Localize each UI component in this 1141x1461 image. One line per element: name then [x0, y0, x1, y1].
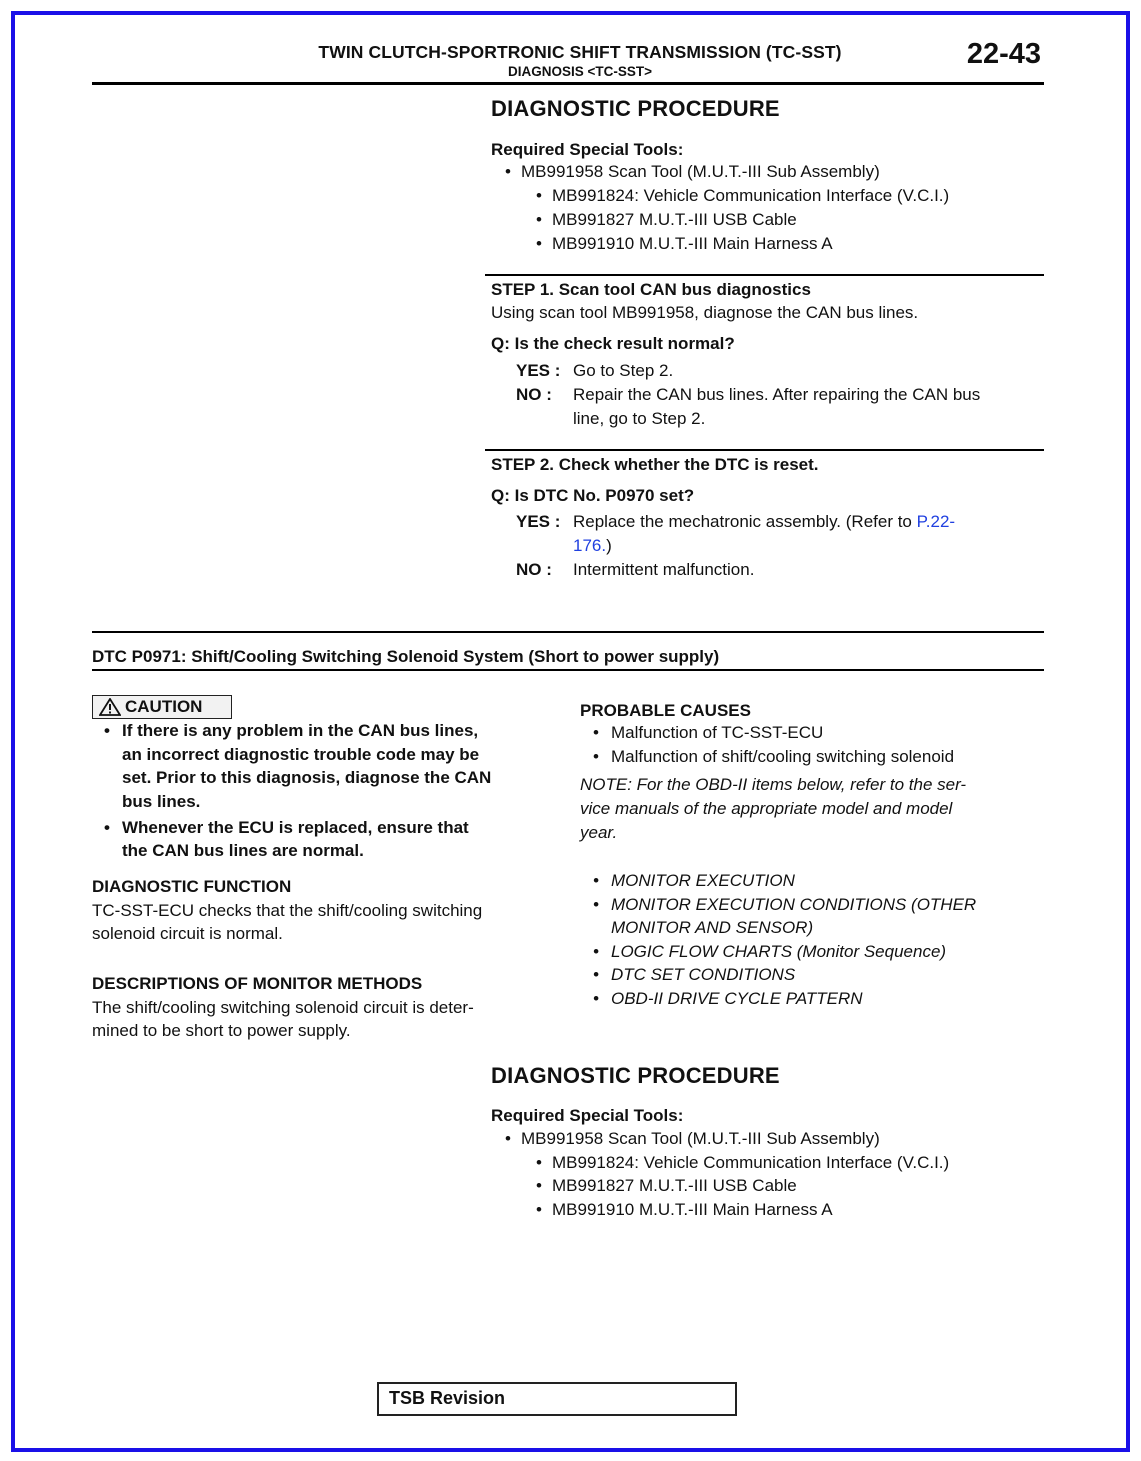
- page-reference-link-cont[interactable]: 176.: [573, 536, 607, 555]
- bullet: •: [593, 747, 599, 766]
- tsb-revision-box: [377, 1382, 737, 1416]
- caution-badge: [92, 695, 232, 719]
- yes-answer-cont: [573, 535, 612, 557]
- obd-item: LOGIC FLOW CHARTS (Monitor Sequence): [611, 942, 947, 961]
- step-rule: [485, 449, 1044, 451]
- page-reference-link[interactable]: P.22-: [916, 512, 956, 531]
- yes-answer: [573, 511, 955, 533]
- bullet: •: [593, 723, 599, 742]
- tool-item: MB991958 Scan Tool (M.U.T.-III Sub Assembly): [521, 1129, 880, 1148]
- body-text: mined to be short to power supply.: [92, 1021, 351, 1040]
- bullet: •: [593, 895, 599, 914]
- body-text: The shift/cooling switching solenoid circuit is deter-: [92, 998, 474, 1017]
- section-heading: PROBABLE CAUSES: [580, 701, 751, 720]
- obd-item: MONITOR EXECUTION CONDITIONS (OTHER: [611, 895, 977, 914]
- bullet: •: [593, 942, 599, 961]
- caution-label: CAUTION: [125, 697, 203, 716]
- step-title: STEP 1. Scan tool CAN bus diagnostics: [491, 280, 811, 299]
- procedure-heading: DIAGNOSTIC PROCEDURE: [491, 1063, 780, 1088]
- body-text: solenoid circuit is normal.: [92, 924, 283, 943]
- bullet: •: [536, 234, 542, 253]
- caution-line: set. Prior to this diagnosis, diagnose the CAN: [122, 768, 492, 787]
- step-description: Using scan tool MB991958, diagnose the CAN bus lines.: [491, 303, 919, 322]
- caution-line: bus lines.: [122, 792, 201, 811]
- bullet: •: [593, 965, 599, 984]
- tools-heading: Required Special Tools:: [491, 1106, 684, 1125]
- caution-line: the CAN bus lines are normal.: [122, 841, 364, 860]
- tool-item: MB991910 M.U.T.-III Main Harness A: [552, 234, 833, 253]
- step-question: Q: Is the check result normal?: [491, 334, 735, 353]
- bullet: •: [505, 162, 511, 181]
- tool-item: MB991824: Vehicle Communication Interface (V.C.I.): [552, 1153, 950, 1172]
- procedure-heading: DIAGNOSTIC PROCEDURE: [491, 96, 780, 121]
- tools-heading: Required Special Tools:: [491, 140, 684, 159]
- note-text: NOTE: For the OBD-II items below, refer to the ser-: [580, 775, 967, 794]
- note-text: vice manuals of the appropriate model and model: [580, 799, 953, 818]
- bullet: •: [536, 1153, 542, 1172]
- yes-label: YES :: [516, 512, 561, 531]
- obd-item-cont: MONITOR AND SENSOR): [611, 918, 814, 937]
- bullet: •: [593, 989, 599, 1008]
- tool-item: MB991824: Vehicle Communication Interface (V.C.I.): [552, 186, 950, 205]
- page-number: 22-43: [966, 38, 1041, 70]
- closing-paren: ): [606, 536, 612, 555]
- tool-item: MB991827 M.U.T.-III USB Cable: [552, 210, 797, 229]
- caution-line: an incorrect diagnostic trouble code may be: [122, 745, 480, 764]
- cause-item: Malfunction of TC-SST-ECU: [611, 723, 824, 742]
- dtc-title: DTC P0971: Shift/Cooling Switching Solenoid System (Short to power supply): [92, 647, 720, 666]
- yes-answer-text: Replace the mechatronic assembly. (Refer to: [573, 512, 917, 531]
- yes-label: YES :: [516, 361, 561, 380]
- bullet: •: [536, 1176, 542, 1195]
- caution-line: Whenever the ECU is replaced, ensure that: [122, 818, 469, 837]
- dtc-rule-bottom: [92, 669, 1044, 671]
- bullet: •: [593, 871, 599, 890]
- header-rule: [92, 82, 1044, 85]
- section-heading: DESCRIPTIONS OF MONITOR METHODS: [92, 974, 423, 993]
- tool-item: MB991910 M.U.T.-III Main Harness A: [552, 1200, 833, 1219]
- caution-line: If there is any problem in the CAN bus lines,: [122, 721, 479, 740]
- no-label: NO :: [516, 560, 552, 579]
- manual-subsection-title: DIAGNOSIS <TC-SST>: [507, 64, 653, 79]
- no-answer: Repair the CAN bus lines. After repairing the CAN bus: [573, 385, 981, 404]
- obd-item: DTC SET CONDITIONS: [611, 965, 796, 984]
- tsb-revision-label: TSB Revision: [389, 1388, 506, 1408]
- no-label: NO :: [516, 385, 552, 404]
- warning-triangle-icon: [99, 698, 121, 716]
- bullet: •: [104, 818, 110, 837]
- step-title: STEP 2. Check whether the DTC is reset.: [491, 455, 819, 474]
- tool-item: MB991827 M.U.T.-III USB Cable: [552, 1176, 797, 1195]
- obd-item: OBD-II DRIVE CYCLE PATTERN: [611, 989, 863, 1008]
- no-answer-cont: line, go to Step 2.: [573, 409, 706, 428]
- step-rule: [485, 274, 1044, 276]
- yes-answer: Go to Step 2.: [573, 361, 674, 380]
- cause-item: Malfunction of shift/cooling switching solenoid: [611, 747, 955, 766]
- bullet: •: [536, 186, 542, 205]
- no-answer: Intermittent malfunction.: [573, 560, 755, 579]
- dtc-rule-top: [92, 631, 1044, 633]
- obd-item: MONITOR EXECUTION: [611, 871, 795, 890]
- bullet: •: [536, 210, 542, 229]
- manual-section-title: TWIN CLUTCH-SPORTRONIC SHIFT TRANSMISSION (TC-SST): [318, 42, 842, 62]
- bullet: •: [536, 1200, 542, 1219]
- bullet: •: [505, 1129, 511, 1148]
- step-question: Q: Is DTC No. P0970 set?: [491, 486, 695, 505]
- tool-item: MB991958 Scan Tool (M.U.T.-III Sub Assembly): [521, 162, 880, 181]
- body-text: TC-SST-ECU checks that the shift/cooling switching: [92, 901, 483, 920]
- note-text: year.: [580, 823, 618, 842]
- section-heading: DIAGNOSTIC FUNCTION: [92, 877, 292, 896]
- bullet: •: [104, 721, 110, 740]
